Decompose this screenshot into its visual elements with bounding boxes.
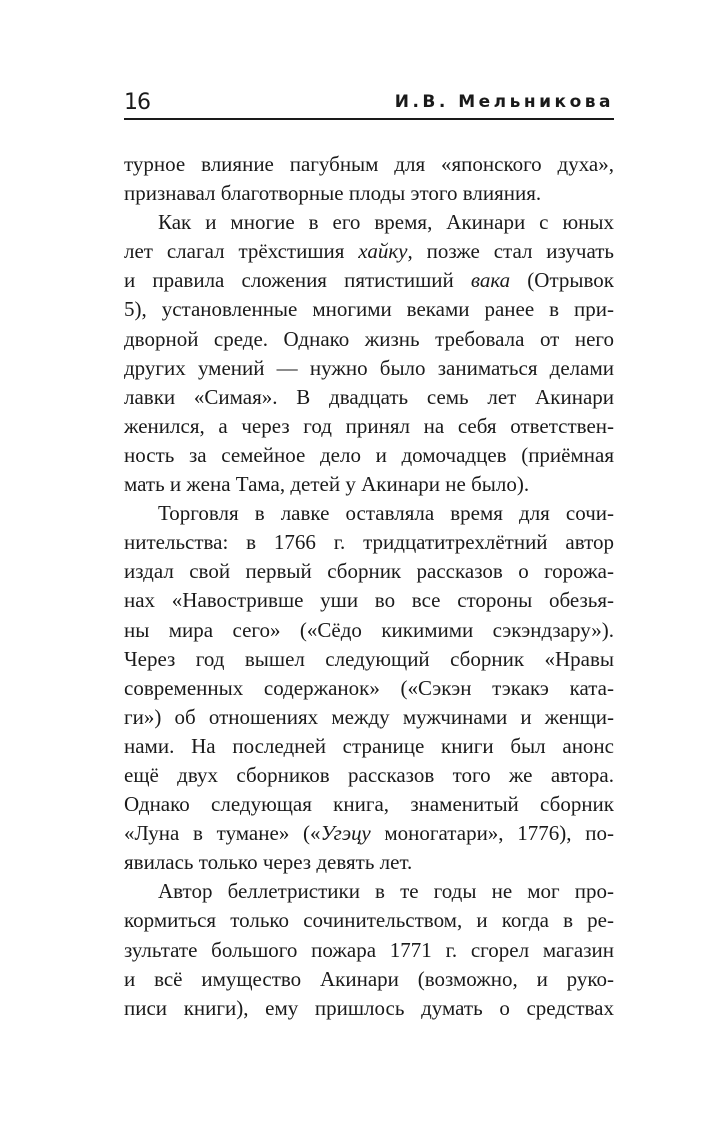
text-line — [124, 237, 614, 266]
text-line: и всё имущество Акинари (возможно, и руко- — [124, 966, 614, 991]
text-line: ещё двух сборников рассказов того же автора. — [124, 762, 614, 787]
text-line: дворной среде. Однако жизнь требовала от него — [124, 326, 614, 351]
text-line: нительства: в 1766 г. тридцатитрехлётний автор — [124, 530, 614, 555]
text-line: писи книги), ему пришлось думать о средствах — [124, 995, 614, 1020]
text-line: зультате большого пожара 1771 г. сгорел магазин — [124, 937, 614, 962]
text-line: ги») об отношениях между мужчинами и женщи- — [124, 704, 614, 729]
italic-term-ugetsu: Угэцу — [320, 821, 371, 846]
text-line: признавал благотворные плоды этого влияния. — [124, 181, 542, 206]
text-line: ность за семейное дело и домочадцев (приёмная — [124, 442, 614, 467]
page-number: 16 — [124, 90, 150, 115]
text-fragment: моногатари», 1776), по- — [370, 821, 615, 846]
text-line: Торговля в лавке оставляла время для сочи- — [158, 501, 614, 526]
text-fragment: «Луна в тумане» (« — [124, 821, 321, 846]
text-line: Как и многие в его время, Акинари с юных — [158, 210, 614, 235]
text-fragment: и правила сложения пятистиший — [124, 268, 471, 293]
text-line: Автор беллетристики в те годы не мог про- — [158, 879, 614, 904]
text-line: женился, а через год принял на себя ответствен- — [124, 413, 614, 438]
text-line: явилась только через девять лет. — [124, 850, 413, 875]
text-line: нах «Навостривше уши во все стороны обезья- — [124, 588, 614, 613]
text-line: других умений — нужно было заниматься делами — [124, 355, 614, 380]
text-fragment: (Отрывок — [510, 268, 614, 293]
text-line: лавки «Симая». В двадцать семь лет Акинари — [124, 384, 614, 409]
text-line: современных содержанок» («Сэкэн тэкакэ ката- — [124, 675, 614, 700]
text-line: турное влияние пагубным для «японского духа», — [124, 152, 614, 176]
italic-term-haiku: хайку — [358, 239, 408, 264]
text-line: ны мира сего» («Сёдо кикимими сэкэндзару»). — [124, 617, 614, 642]
body-text — [124, 150, 614, 1023]
text-line: мать и жена Тама, детей у Акинари не было). — [124, 472, 530, 497]
text-line: кормиться только сочинительством, и когда в ре- — [124, 908, 614, 933]
text-line: 5), установленные многими веками ранее в при- — [124, 297, 614, 322]
italic-term-waka: вака — [470, 268, 511, 293]
text-line: Однако следующая книга, знаменитый сборник — [124, 792, 614, 817]
text-line: нами. На последней странице книги был анонс — [124, 733, 614, 758]
text-line: Через год вышел следующий сборник «Нравы — [124, 646, 614, 671]
page-header — [124, 82, 614, 120]
text-fragment: , позже стал изучать — [407, 239, 614, 264]
text-fragment: лет слагал трёхстишия — [124, 239, 359, 264]
text-line — [124, 266, 614, 295]
text-line: издал свой первый сборник рассказов о горожа- — [124, 559, 614, 584]
text-line — [124, 819, 614, 848]
running-head-author: И.В. Мельникова — [394, 92, 614, 112]
